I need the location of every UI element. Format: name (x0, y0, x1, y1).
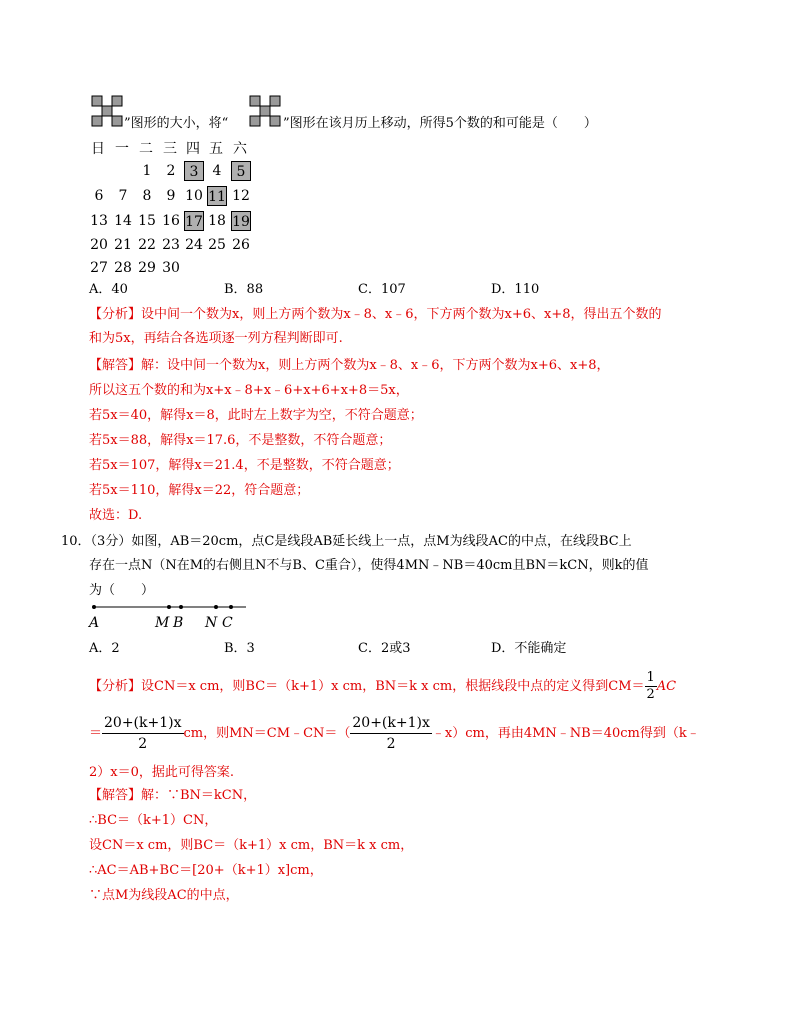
calendar-day-highlighted: 17 (184, 211, 204, 231)
fraction-ac-half: $\frac{20+(k+1)x}{2}$ (104, 715, 182, 752)
calendar-day: 18 (208, 213, 226, 229)
q9-option-d: D．110 (491, 282, 540, 297)
calendar-day: 22 (138, 237, 156, 253)
calendar-day: 25 (208, 237, 226, 253)
calendar-day: 13 (90, 213, 108, 229)
calendar-day: 26 (232, 237, 250, 253)
q9-answer-line: 故选：D. (89, 508, 143, 523)
calendar-day-highlighted: 11 (207, 186, 227, 206)
calendar-day: 29 (138, 260, 156, 276)
calendar-day: 14 (114, 213, 132, 229)
q10-analysis-line-1 (89, 670, 676, 703)
checker-figure-icon (249, 95, 281, 131)
q9-answer-line: 若5x＝110，解得x＝22，符合题意； (89, 483, 310, 498)
calendar-day: 27 (90, 260, 108, 276)
calendar-day: 23 (162, 237, 180, 253)
q10-option-a: A．2 (89, 641, 120, 656)
q9-analysis-line: 和为5x，再结合各选项逐一列方程判断即可. (89, 331, 343, 346)
q10-answer-line: ∵点M为线段AC的中点， (89, 888, 239, 903)
calendar-day: 30 (162, 260, 180, 276)
q9-answer-line: 若5x＝107，解得x＝21.4，不是整数，不符合题意； (89, 458, 400, 473)
label-m: M (155, 615, 170, 631)
q10-option-d: D．不能确定 (491, 641, 567, 656)
q10-answer-line: ∴AC＝AB+BC＝[20+（k+1）x]cm， (89, 863, 323, 878)
q9-answer-line: 【解答】解：设中间一个数为x，则上方两个数为x﹣8、x﹣6，下方两个数为x+6、x+8， (89, 358, 610, 373)
q10-answer-line: 【解答】解：∵BN＝kCN， (89, 788, 257, 803)
calendar-weekday: 日 (91, 141, 105, 157)
calendar-day-highlighted: 19 (231, 211, 251, 231)
point-b (179, 605, 183, 609)
point-a (92, 605, 96, 609)
q10-analysis-text: 【分析】设CN＝x cm，则BC＝（k+1）x cm，BN＝k x cm，根据线段中点的定义得到CM＝ (89, 679, 645, 694)
q10-analysis-ac: AC (656, 679, 677, 694)
calendar-day-highlighted: 3 (184, 161, 204, 181)
q10-option-c: C．2或3 (358, 641, 411, 656)
q10-stem-line: 10．（3分）如图，AB＝20cm，点C是线段AB延长线上一点，点M为线段AC的中点，在线段BC上 (61, 534, 632, 549)
calendar-day: 15 (138, 213, 156, 229)
q10-stem-line: 为（ ） (89, 583, 155, 598)
calendar-weekday: 二 (139, 141, 153, 157)
calendar-day: 21 (114, 237, 132, 253)
q9-answer-line: 若5x＝40，解得x＝8，此时左上数字为空，不符合题意； (89, 408, 423, 423)
q9-option-c: C．107 (358, 282, 406, 297)
calendar-weekday: 一 (115, 141, 129, 157)
calendar-weekday: 三 (163, 141, 177, 157)
fraction-one-half: $\frac{1}{2}$ (646, 670, 655, 702)
point-c (229, 605, 233, 609)
calendar-day: 12 (232, 188, 250, 204)
calendar-day: 7 (118, 188, 128, 204)
calendar-day: 1 (142, 163, 152, 179)
checker-figure-icon (91, 95, 123, 131)
q9-option-a: A．40 (89, 282, 128, 297)
label-b: B (173, 615, 184, 631)
q9-stem-part-a: ”图形的大小，将“ (124, 116, 229, 131)
calendar-day: 6 (94, 188, 104, 204)
q10-analysis-line-3: 2）x＝0，据此可得答案. (89, 765, 235, 780)
calendar-day: 10 (185, 188, 203, 204)
calendar-day: 2 (166, 163, 176, 179)
point-m (167, 605, 171, 609)
q10-answer-line: ∴BC＝（k+1）CN， (89, 813, 218, 828)
label-a: A (89, 615, 100, 631)
calendar-day: 4 (212, 163, 222, 179)
label-c: C (222, 615, 233, 631)
calendar-day: 9 (166, 188, 176, 204)
calendar-day: 24 (185, 237, 203, 253)
calendar-day: 28 (114, 260, 132, 276)
q9-option-b: B．88 (224, 282, 264, 297)
q10-stem-line: 存在一点N（N在M的右侧且N不与B、C重合），使得4MN﹣NB＝40cm且BN＝kCN，则k的值 (89, 558, 649, 573)
fraction-cm: $\frac{20+(k+1)x}{2}$ (352, 715, 430, 752)
q10-option-b: B．3 (224, 641, 255, 656)
calendar-weekday: 六 (233, 141, 247, 157)
q10-answer-line: 设CN＝x cm，则BC＝（k+1）x cm，BN＝k x cm， (89, 838, 414, 853)
calendar-day: 8 (142, 188, 152, 204)
label-n: N (205, 615, 218, 631)
q9-stem-part-b: ”图形在该月历上移动，所得5个数的和可能是（ ） (283, 116, 597, 131)
calendar-weekday: 四 (186, 141, 200, 157)
calendar-weekday: 五 (209, 141, 223, 157)
calendar-day: 16 (162, 213, 180, 229)
point-n (214, 605, 218, 609)
q9-answer-line: 若5x＝88，解得x＝17.6，不是整数，不符合题意； (89, 433, 392, 448)
calendar-day: 20 (90, 237, 108, 253)
q9-analysis-line: 【分析】设中间一个数为x，则上方两个数为x﹣8、x﹣6，下方两个数为x+6、x+8，得出五个数的 (89, 307, 662, 322)
q10-analysis-line-2: ＝ $\frac{20+(k+1)x}{2}$ cm，则MN＝CM﹣CN＝（ $\frac{20+(k+1)x}{2}$ ﹣x）cm，再由4MN﹣NB＝40cm得到（k﹣ (89, 715, 700, 752)
q9-answer-line: 所以这五个数的和为x+x﹣8+x﹣6+x+6+x+8＝5x， (89, 383, 409, 398)
calendar-day-highlighted: 5 (231, 161, 251, 181)
